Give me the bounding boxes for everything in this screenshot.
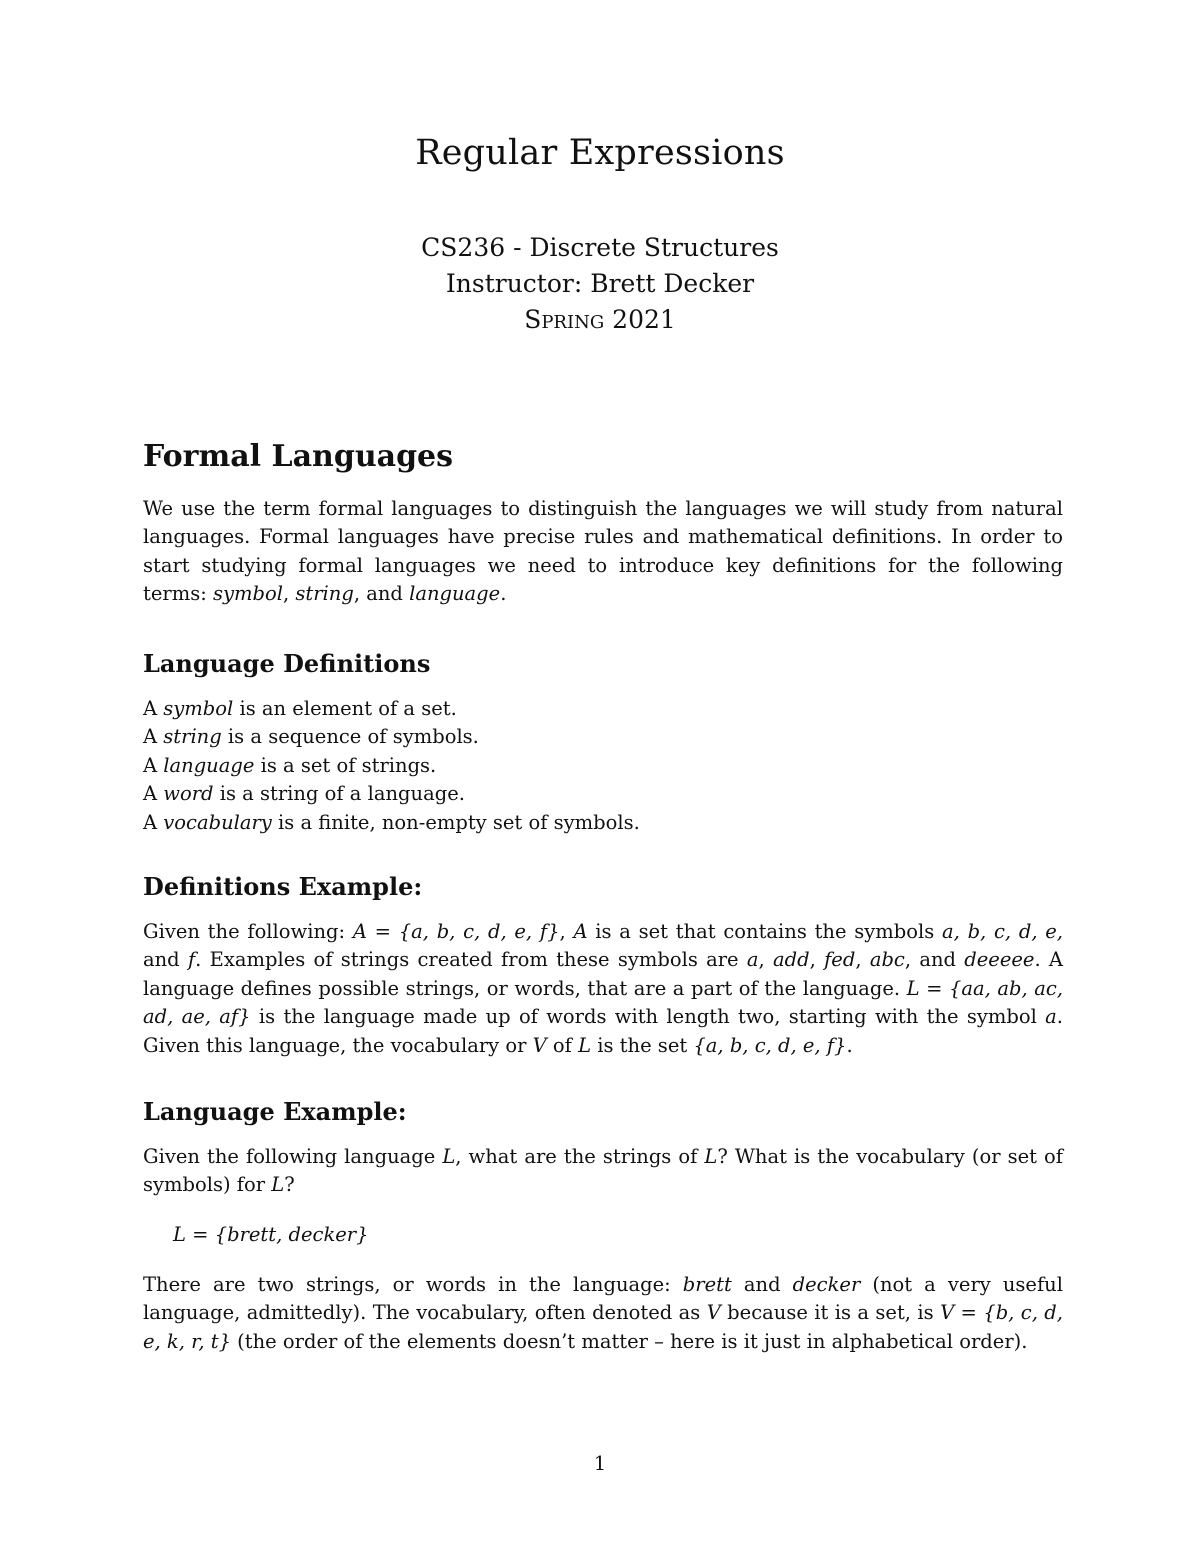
section-heading: Formal Languages (143, 439, 454, 474)
definition-item: A language is a set of strings. (143, 753, 437, 777)
instructor-name: Instructor: Brett Decker (445, 269, 755, 298)
subsection-heading: Definitions Example: (143, 872, 423, 901)
section-language-example (143, 1095, 1063, 1356)
definition-item: A symbol is an element of a set. (143, 697, 457, 720)
intro-paragraph: We use the term formal languages to distinguish the languages we will study from natural languages. Formal languages have precise rules and mathematical definitions. In order to start studying formal languages we need to introduce key definitions for the following terms: symbol, string, and language. (143, 497, 1063, 606)
subsection-heading: Language Example: (143, 1097, 407, 1126)
definition-item: A string is a sequence of symbols. (143, 725, 479, 749)
definition-item: A word is a string of a language. (143, 782, 465, 806)
course-name: CS236 - Discrete Structures (421, 233, 779, 262)
section-language-definitions (143, 647, 1063, 837)
section-definitions-example (143, 870, 1063, 1060)
page-number: 1 (593, 1452, 607, 1475)
language-example-question: Given the following language L, what are the strings of L? What is the vocabulary (or set of symbols) for L? (143, 1145, 1063, 1197)
document-meta (0, 230, 1200, 338)
definitions-example-paragraph: Given the following: A = {a, b, c, d, e, f}, A is a set that contains the symbols a, b, c, d, e, and f. Examples of strings created from these symbols are a, add, fed, abc, and deeeee. A language defines possible strings, or words, that are a part of the language. L = {aa, ab, ac, ad, ae, af} is the language made up of words with length two, starting with the symbol a. Given this language, the vocabulary or V of L is the set {a, b, c, d, e, f}. (143, 920, 1064, 1057)
document-title: Regular Expressions (415, 133, 785, 173)
definitions-list (143, 695, 1063, 837)
definition-item: A vocabulary is a finite, non-empty set of symbols. (143, 810, 640, 834)
subsection-heading: Language Definitions (143, 649, 431, 678)
term: Spring 2021 (524, 305, 676, 334)
language-example-answer: There are two strings, or words in the language: brett and decker (not a very useful language, admittedly). The vocabulary, often denoted as V because it is a set, is V = {b, c, d, e, k, r, t} (the order of the elements doesn’t matter – here is it just in alphabetical order). (143, 1272, 1063, 1353)
display-equation: L = {brett, decker} (173, 1222, 369, 1246)
section-formal-languages (143, 437, 1063, 609)
